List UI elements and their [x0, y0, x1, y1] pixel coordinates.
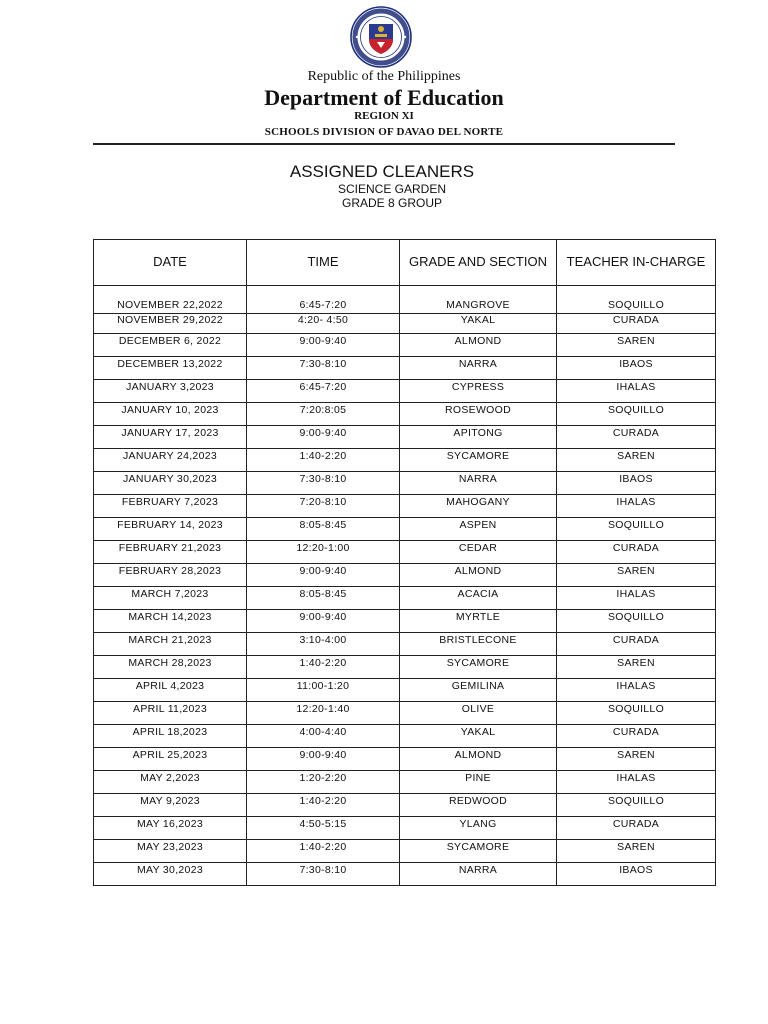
- cell-time: 1:20-2:20: [247, 771, 400, 794]
- table-row: [94, 518, 716, 541]
- cell-teacher: SAREN: [557, 449, 716, 472]
- cell-teacher: CURADA: [557, 314, 716, 334]
- table-row: [94, 449, 716, 472]
- document-title: ASSIGNED CLEANERS: [289, 162, 475, 181]
- table-row: [94, 564, 716, 587]
- cell-time: 4:00-4:40: [247, 725, 400, 748]
- cell-teacher: SOQUILLO: [557, 403, 716, 426]
- department-title: Department of Education: [264, 85, 504, 110]
- cell-time: 8:05-8:45: [247, 587, 400, 610]
- column-header-teacher: TEACHER IN-CHARGE: [557, 240, 716, 286]
- cell-time: 11:00-1:20: [247, 679, 400, 702]
- cell-time: 12:20-1:00: [247, 541, 400, 564]
- table-row: [94, 610, 716, 633]
- cell-time: 7:20-8:10: [247, 495, 400, 518]
- cell-time: 1:40-2:20: [247, 794, 400, 817]
- cell-time: 1:40-2:20: [247, 449, 400, 472]
- cell-time: 6:45-7:20: [247, 286, 400, 314]
- cell-time: 7:30-8:10: [247, 472, 400, 495]
- table-row: [94, 817, 716, 840]
- cell-teacher: IBAOS: [557, 863, 716, 886]
- cell-section: ASPEN: [400, 518, 557, 541]
- cell-date: MARCH 14,2023: [94, 610, 247, 633]
- cell-time: 1:40-2:20: [247, 840, 400, 863]
- cell-date: APRIL 18,2023: [94, 725, 247, 748]
- cell-date: DECEMBER 6, 2022: [94, 334, 247, 357]
- cell-section: PINE: [400, 771, 557, 794]
- table-row: [94, 357, 716, 380]
- cell-teacher: CURADA: [557, 541, 716, 564]
- table-row: [94, 472, 716, 495]
- table-row: [94, 771, 716, 794]
- table-row: [94, 380, 716, 403]
- table-row: [94, 679, 716, 702]
- cell-teacher: CURADA: [557, 633, 716, 656]
- cell-date: MAY 2,2023: [94, 771, 247, 794]
- cell-date: JANUARY 30,2023: [94, 472, 247, 495]
- column-header-section: GRADE AND SECTION: [400, 240, 557, 286]
- cell-date: APRIL 4,2023: [94, 679, 247, 702]
- cell-time: 9:00-9:40: [247, 334, 400, 357]
- cell-section: CEDAR: [400, 541, 557, 564]
- cell-teacher: IBAOS: [557, 357, 716, 380]
- cell-section: MAHOGANY: [400, 495, 557, 518]
- cell-teacher: CURADA: [557, 725, 716, 748]
- cell-teacher: IHALAS: [557, 587, 716, 610]
- cell-section: NARRA: [400, 357, 557, 380]
- table-row: [94, 633, 716, 656]
- region-line: REGION XI: [354, 110, 414, 122]
- document-subtitle-group: GRADE 8 GROUP: [341, 196, 443, 210]
- cell-date: APRIL 25,2023: [94, 748, 247, 771]
- header-divider: [93, 143, 675, 145]
- cell-teacher: SOQUILLO: [557, 518, 716, 541]
- column-header-time: TIME: [247, 240, 400, 286]
- cell-time: 9:00-9:40: [247, 426, 400, 449]
- cell-section: ALMOND: [400, 334, 557, 357]
- division-line: SCHOOLS DIVISION OF DAVAO DEL NORTE: [264, 126, 504, 138]
- cell-time: 4:20- 4:50: [247, 314, 400, 334]
- table-row: [94, 495, 716, 518]
- cell-date: MARCH 28,2023: [94, 656, 247, 679]
- cell-time: 7:30-8:10: [247, 863, 400, 886]
- cell-time: 9:00-9:40: [247, 610, 400, 633]
- cell-date: JANUARY 10, 2023: [94, 403, 247, 426]
- cell-teacher: SAREN: [557, 564, 716, 587]
- cell-date: MARCH 7,2023: [94, 587, 247, 610]
- cell-teacher: SOQUILLO: [557, 702, 716, 725]
- table-row: [94, 748, 716, 771]
- cell-teacher: IHALAS: [557, 679, 716, 702]
- cell-teacher: IBAOS: [557, 472, 716, 495]
- cell-section: OLIVE: [400, 702, 557, 725]
- cell-date: JANUARY 24,2023: [94, 449, 247, 472]
- column-header-date: DATE: [94, 240, 247, 286]
- cell-time: 4:50-5:15: [247, 817, 400, 840]
- table-body: [94, 286, 716, 886]
- cell-teacher: IHALAS: [557, 380, 716, 403]
- cell-teacher: SOQUILLO: [557, 286, 716, 314]
- republic-line: Republic of the Philippines: [307, 69, 461, 84]
- table-row: [94, 286, 716, 314]
- cell-time: 9:00-9:40: [247, 748, 400, 771]
- cell-section: NARRA: [400, 863, 557, 886]
- table-row: [94, 334, 716, 357]
- cell-date: DECEMBER 13,2022: [94, 357, 247, 380]
- cell-date: MAY 30,2023: [94, 863, 247, 886]
- cell-section: YAKAL: [400, 725, 557, 748]
- table-row: [94, 587, 716, 610]
- cell-date: NOVEMBER 22,2022: [94, 286, 247, 314]
- cell-section: APITONG: [400, 426, 557, 449]
- table-row: [94, 702, 716, 725]
- cell-date: MARCH 21,2023: [94, 633, 247, 656]
- cell-teacher: CURADA: [557, 426, 716, 449]
- cell-time: 8:05-8:45: [247, 518, 400, 541]
- table-row: [94, 314, 716, 334]
- cell-teacher: SAREN: [557, 334, 716, 357]
- table-row: [94, 426, 716, 449]
- cell-time: 6:45-7:20: [247, 380, 400, 403]
- cleaners-schedule-table: [93, 239, 716, 886]
- cell-section: NARRA: [400, 472, 557, 495]
- cell-section: ALMOND: [400, 564, 557, 587]
- table-row: [94, 794, 716, 817]
- cell-section: MYRTLE: [400, 610, 557, 633]
- cell-teacher: SAREN: [557, 840, 716, 863]
- cell-teacher: CURADA: [557, 817, 716, 840]
- cell-section: SYCAMORE: [400, 840, 557, 863]
- cell-date: MAY 23,2023: [94, 840, 247, 863]
- cell-time: 7:20:8:05: [247, 403, 400, 426]
- cell-section: SYCAMORE: [400, 656, 557, 679]
- cell-time: 1:40-2:20: [247, 656, 400, 679]
- cell-section: REDWOOD: [400, 794, 557, 817]
- cell-date: APRIL 11,2023: [94, 702, 247, 725]
- cell-teacher: SOQUILLO: [557, 794, 716, 817]
- cell-date: FEBRUARY 28,2023: [94, 564, 247, 587]
- cell-section: YAKAL: [400, 314, 557, 334]
- cell-section: BRISTLECONE: [400, 633, 557, 656]
- cell-teacher: SOQUILLO: [557, 610, 716, 633]
- cell-section: YLANG: [400, 817, 557, 840]
- cell-section: ROSEWOOD: [400, 403, 557, 426]
- table-row: [94, 725, 716, 748]
- cell-teacher: IHALAS: [557, 771, 716, 794]
- cell-date: FEBRUARY 7,2023: [94, 495, 247, 518]
- cell-date: MAY 16,2023: [94, 817, 247, 840]
- cell-section: CYPRESS: [400, 380, 557, 403]
- table-header-row: [94, 240, 716, 286]
- cell-section: ACACIA: [400, 587, 557, 610]
- cell-time: 9:00-9:40: [247, 564, 400, 587]
- cell-date: FEBRUARY 14, 2023: [94, 518, 247, 541]
- table-row: [94, 840, 716, 863]
- table-row: [94, 863, 716, 886]
- cell-date: MAY 9,2023: [94, 794, 247, 817]
- deped-seal-logo: [345, 6, 417, 68]
- document-subtitle-area: SCIENCE GARDEN: [337, 182, 447, 196]
- cell-date: NOVEMBER 29,2022: [94, 314, 247, 334]
- table-row: [94, 403, 716, 426]
- cell-section: GEMILINA: [400, 679, 557, 702]
- cell-section: MANGROVE: [400, 286, 557, 314]
- cell-date: FEBRUARY 21,2023: [94, 541, 247, 564]
- cell-date: JANUARY 3,2023: [94, 380, 247, 403]
- cell-teacher: SAREN: [557, 748, 716, 771]
- cell-teacher: SAREN: [557, 656, 716, 679]
- cell-section: ALMOND: [400, 748, 557, 771]
- cell-teacher: IHALAS: [557, 495, 716, 518]
- cell-time: 12:20-1:40: [247, 702, 400, 725]
- cell-date: JANUARY 17, 2023: [94, 426, 247, 449]
- table-row: [94, 541, 716, 564]
- cell-section: SYCAMORE: [400, 449, 557, 472]
- cell-time: 3:10-4:00: [247, 633, 400, 656]
- cell-time: 7:30-8:10: [247, 357, 400, 380]
- table-row: [94, 656, 716, 679]
